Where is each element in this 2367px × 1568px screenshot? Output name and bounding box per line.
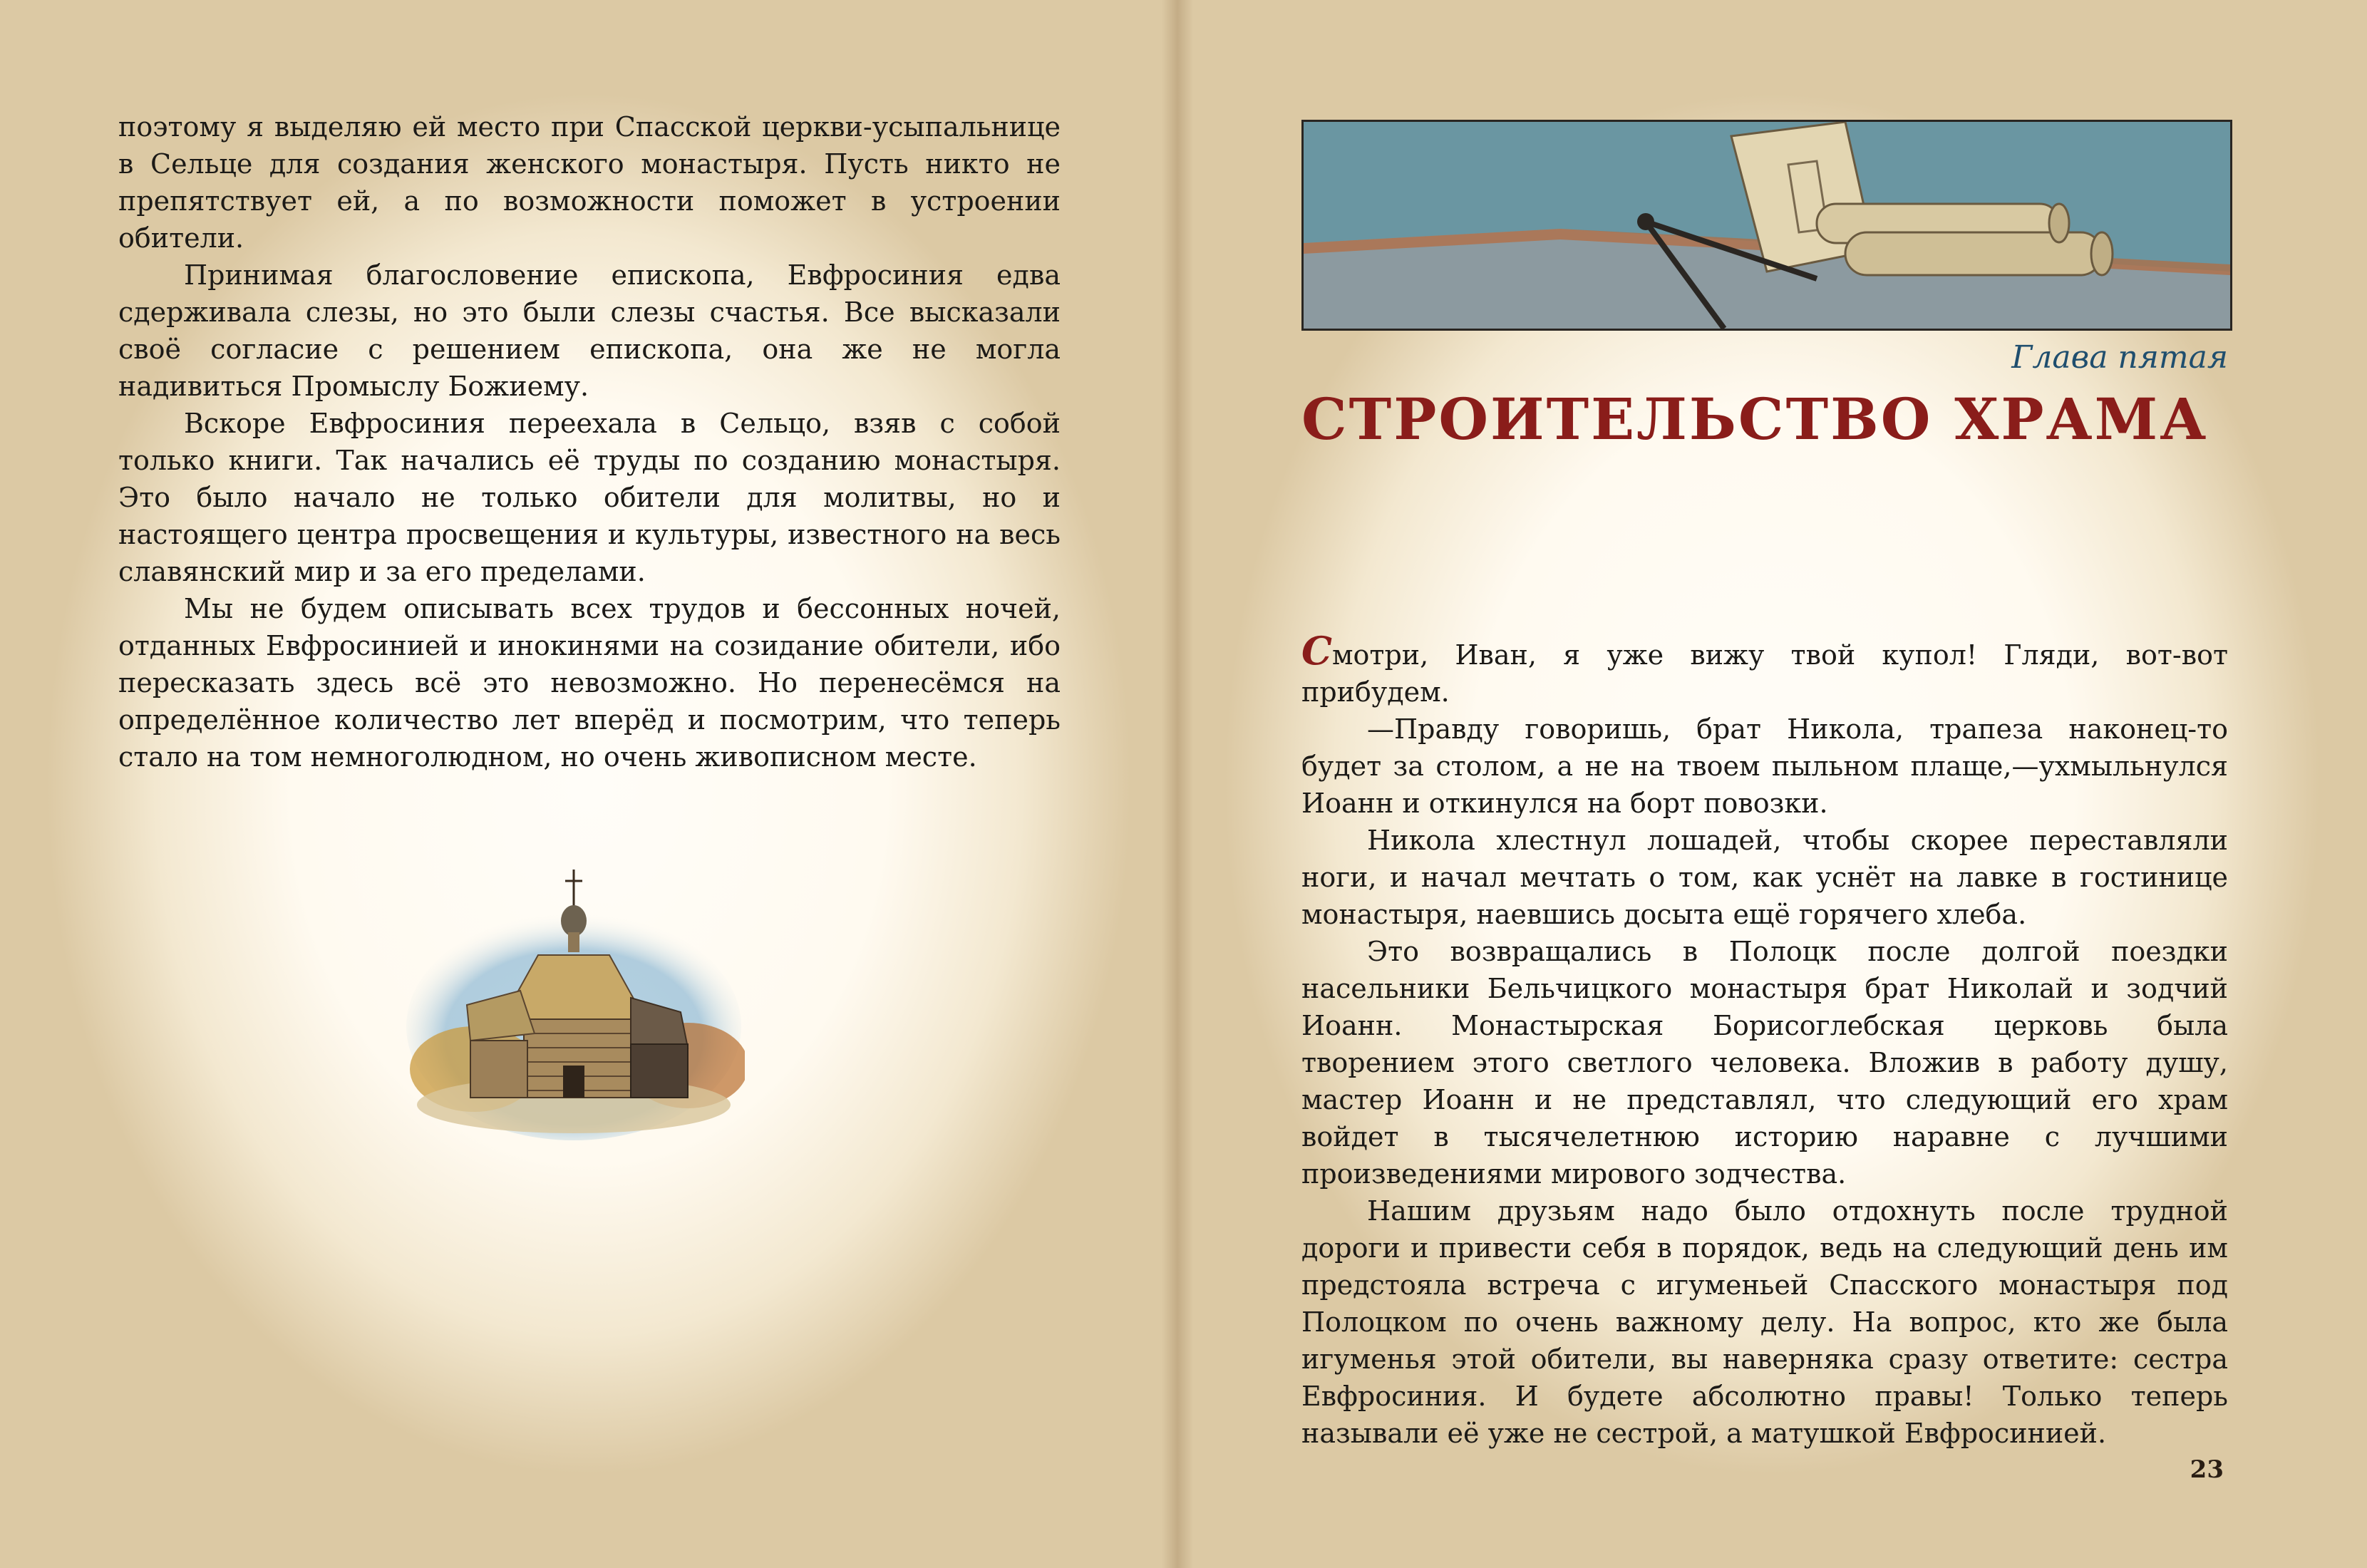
right-paragraph-5: Нашим друзьям надо было отдохнуть после трудной дороги и привести себя в порядок, ведь на следующий день им предстояла встреча с игуменьей Спасского монастыря под Полоцком по очень важному делу. На вопрос, кто же была игуменья этой обители, вы наверняка сразу ответите: сестра Евфросиния. И будете абсолютно правы! Только теперь называли её уже не сестрой, а матушкой Евфросинией. (1301, 1195, 2228, 1449)
page-number: 23 (2190, 1455, 2224, 1484)
left-paragraph-2: Принимая благословение епископа, Евфросиния едва сдерживала слезы, но это были слезы счастья. Все высказали своё согласие с решением епископа, она же не могла надивиться Промыслу Божиему. (118, 259, 1061, 402)
wooden-church-illustration (403, 862, 745, 1147)
chapter-label: Глава пятая (2011, 339, 2228, 376)
right-paragraph-3: Никола хлестнул лошадей, чтобы скорее переставляли ноги, и начал мечтать о том, как уснёт на лавке в гостинице монастыря, наевшись досыта ещё горячего хлеба. (1301, 825, 2228, 930)
right-paragraph-2: —Правду говоришь, брат Никола, трапеза наконец-то будет за столом, а не на твоем пыльном плаще,—ухмыльнулся Иоанн и откинулся на борт повозки. (1301, 713, 2228, 819)
chapter-title: СТРОИТЕЛЬСТВО ХРАМА (1301, 386, 2209, 453)
chapter-banner-illustration (1301, 120, 2232, 331)
right-page-text (1301, 628, 2228, 1452)
drop-cap: С (1301, 628, 1332, 674)
right-paragraph-1 (1301, 628, 2228, 711)
left-paragraph-1: поэтому я выделяю ей место при Спасской церкви-усыпальнице в Сельце для создания женского монастыря. Пусть никто не препятствует ей, а по возможности поможет в устроении обители. (118, 111, 1061, 254)
book-gutter (1162, 0, 1193, 1568)
left-paragraph-3: Вскоре Евфросиния переехала в Сельцо, взяв с собой только книги. Так начались её труды по созданию монастыря. Это было начало не только обители для молитвы, но и настоящего центра просвещения и культуры, известного на весь славянский мир и за его пределами. (118, 408, 1061, 587)
left-paragraph-4: Мы не будем описывать всех трудов и бессонных ночей, отданных Евфросинией и инокинями на созидание обители, ибо пересказать здесь всё это невозможно. Но перенесёмся на определённое количество лет вперёд и посмотрим, что теперь стало на том немноголюдном, но очень живописном месте. (118, 593, 1061, 773)
left-page-text (118, 108, 1061, 775)
first-paragraph-text: мотри, Иван, я уже вижу твой купол! Гляди, вот-вот прибудем. (1301, 639, 2228, 708)
right-paragraph-4: Это возвращались в Полоцк после долгой поездки насельники Бельчицкого монастыря брат Николай и зодчий Иоанн. Монастырская Борисоглебская церковь была творением этого светлого человека. Вложив в работу душу, мастер Иоанн и не представлял, что следующий его храм войдет в тысячелетнюю историю наравне с лучшими произведениями мирового зодчества. (1301, 936, 2228, 1190)
